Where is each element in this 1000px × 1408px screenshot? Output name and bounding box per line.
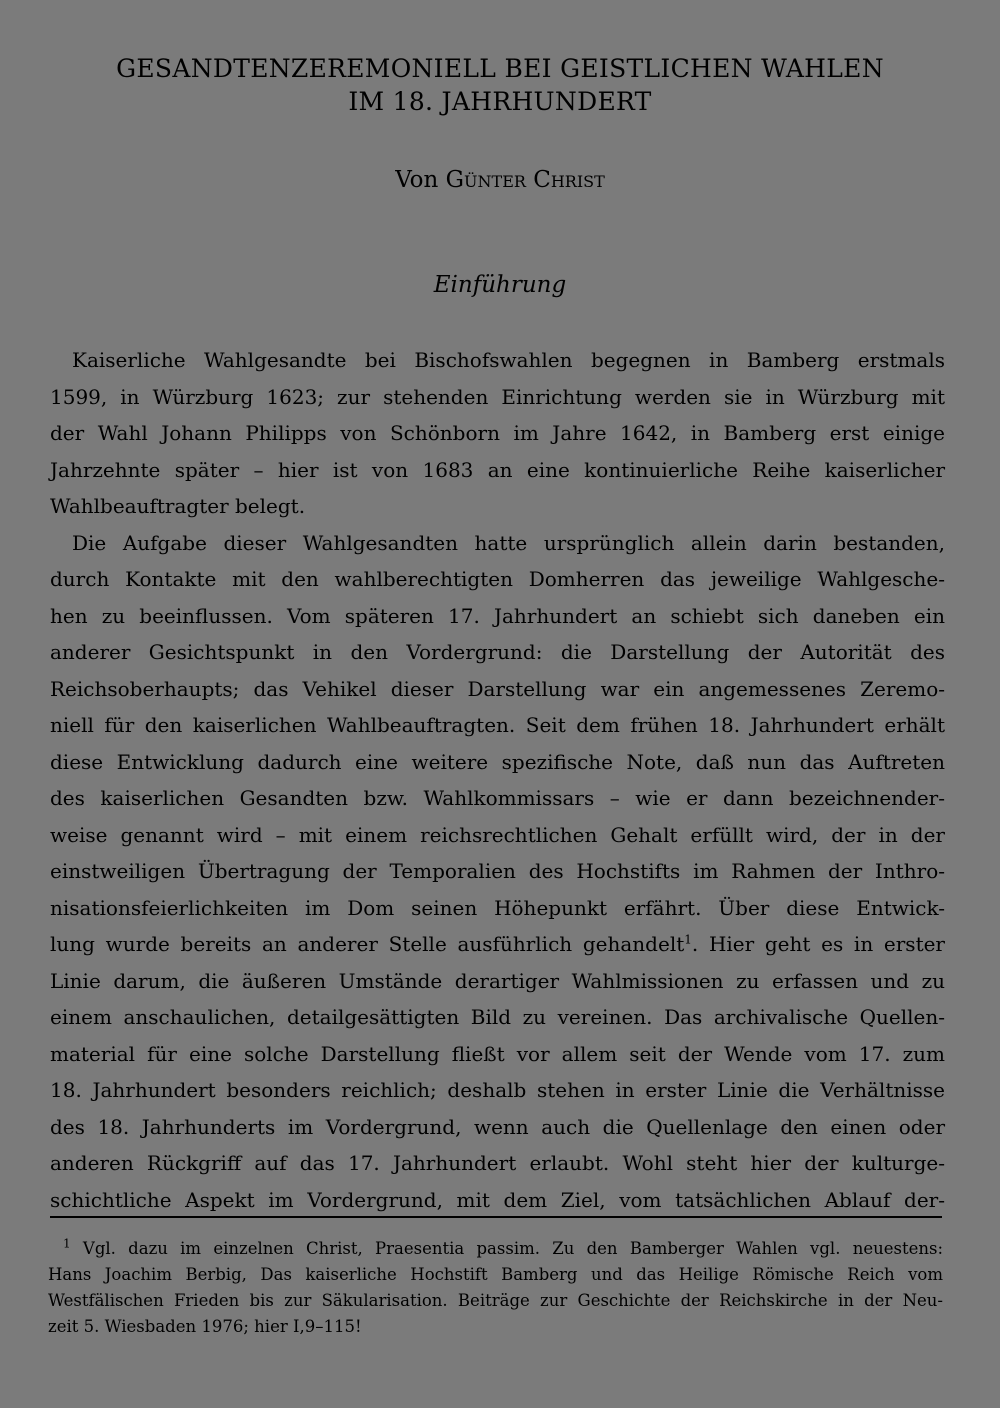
- text-line: anderer Gesichtspunkt in den Vordergrund: die Darstellung der Autorität des: [50, 640, 945, 664]
- text-line: niell für den kaiserlichen Wahlbeauftragten. Seit dem frühen 18. Jahrhundert erhält: [50, 713, 945, 737]
- title-line-2: IM 18. JAHRHUNDERT: [348, 87, 652, 116]
- text-line: Reichsoberhaupts; das Vehikel dieser Darstellung war ein angemessenes Zeremo-: [50, 676, 945, 701]
- text-line: einstweiligen Übertragung der Temporalien des Hochstifts im Rahmen der Inthro-: [50, 859, 945, 883]
- text-line: Die Aufgabe dieser Wahlgesandten hatte ursprünglich allein darin bestanden,: [72, 530, 945, 555]
- text-line: hen zu beeinflussen. Vom späteren 17. Jahrhundert an schiebt sich daneben ein: [50, 603, 945, 628]
- text-line: Linie darum, die äußeren Umstände derartiger Wahlmissionen zu erfassen und zu: [50, 968, 945, 993]
- text-line: der Wahl Johann Philipps von Schönborn im Jahre 1642, in Bamberg erst einige: [50, 421, 945, 445]
- footnote-line: [48, 1236, 943, 1262]
- article-title: [0, 52, 1000, 118]
- author-name: Günter Christ: [445, 167, 605, 193]
- footnote-text: Vgl. dazu im einzelnen Christ, Praesentia passim. Zu den Bamberger Wahlen vgl. neuestens:: [82, 1239, 943, 1258]
- text-line: nisationsfeierlichkeiten im Dom seinen Höhepunkt erfährt. Über diese Entwick-: [50, 895, 945, 920]
- footnote-separator: [50, 1216, 942, 1218]
- text-line: einem anschaulichen, detailgesättigten Bild zu vereinen. Das archivalische Quellen-: [50, 1005, 945, 1029]
- text-line: Kaiserliche Wahlgesandte bei Bischofswahlen begegnen in Bamberg erstmals: [72, 348, 945, 372]
- footnote: [48, 1236, 943, 1340]
- text-line: 1599, in Würzburg 1623; zur stehenden Einrichtung werden sie in Würzburg mit: [50, 384, 945, 409]
- text-line: des 18. Jahrhunderts im Vordergrund, wenn auch die Quellenlage den einen oder: [50, 1114, 945, 1139]
- title-line-1: GESANDTENZEREMONIELL BEI GEISTLICHEN WAHLEN: [116, 54, 884, 83]
- text-span: . Hier geht es in erster: [691, 932, 945, 956]
- text-line-with-footnote-ref: [50, 926, 945, 963]
- text-line: Jahrzehnte später – hier ist von 1683 an eine kontinuierliche Reihe kaiserlicher: [50, 457, 945, 482]
- author-byline: [0, 165, 1000, 195]
- author-prefix: Von: [395, 167, 439, 193]
- section-heading: Einführung: [433, 272, 567, 298]
- footnote-line: Westfälischen Frieden bis zur Säkularisation. Beiträge zur Geschichte der Reichskirche in der Neu-: [48, 1291, 943, 1310]
- text-line: material für eine solche Darstellung fließt vor allem seit der Wende vom 17. zum: [50, 1041, 945, 1066]
- text-line: 18. Jahrhundert besonders reichlich; deshalb stehen in erster Linie die Verhältnisse: [50, 1078, 945, 1102]
- text-line: schichtliche Aspekt im Vordergrund, mit dem Ziel, vom tatsächlichen Ablauf der-: [50, 1187, 945, 1212]
- text-line: weise genannt wird – mit einem reichsrechtlichen Gehalt erfüllt wird, der in der: [50, 822, 945, 847]
- footnote-marker: 1: [63, 1236, 71, 1251]
- text-line: anderen Rückgriff auf das 17. Jahrhundert erlaubt. Wohl steht hier der kulturge-: [50, 1151, 945, 1175]
- footnote-line: Hans Joachim Berbig, Das kaiserliche Hochstift Bamberg und das Heilige Römische Reich vom: [48, 1265, 943, 1284]
- text-line: diese Entwicklung dadurch eine weitere spezifische Note, daß nun das Auftreten: [50, 749, 945, 774]
- text-span: lung wurde bereits an anderer Stelle ausführlich gehandelt: [50, 932, 685, 956]
- body-text: [50, 342, 945, 1218]
- footnote-line: zeit 5. Wiesbaden 1976; hier I,9–115!: [48, 1317, 362, 1336]
- text-line: Wahlbeauftragter belegt.: [50, 494, 306, 518]
- text-line: des kaiserlichen Gesandten bzw. Wahlkommissars – wie er dann bezeichnender-: [50, 786, 945, 810]
- footnote-reference[interactable]: 1: [684, 932, 692, 947]
- text-line: durch Kontakte mit den wahlberechtigten Domherren das jeweilige Wahlgesche-: [50, 567, 945, 591]
